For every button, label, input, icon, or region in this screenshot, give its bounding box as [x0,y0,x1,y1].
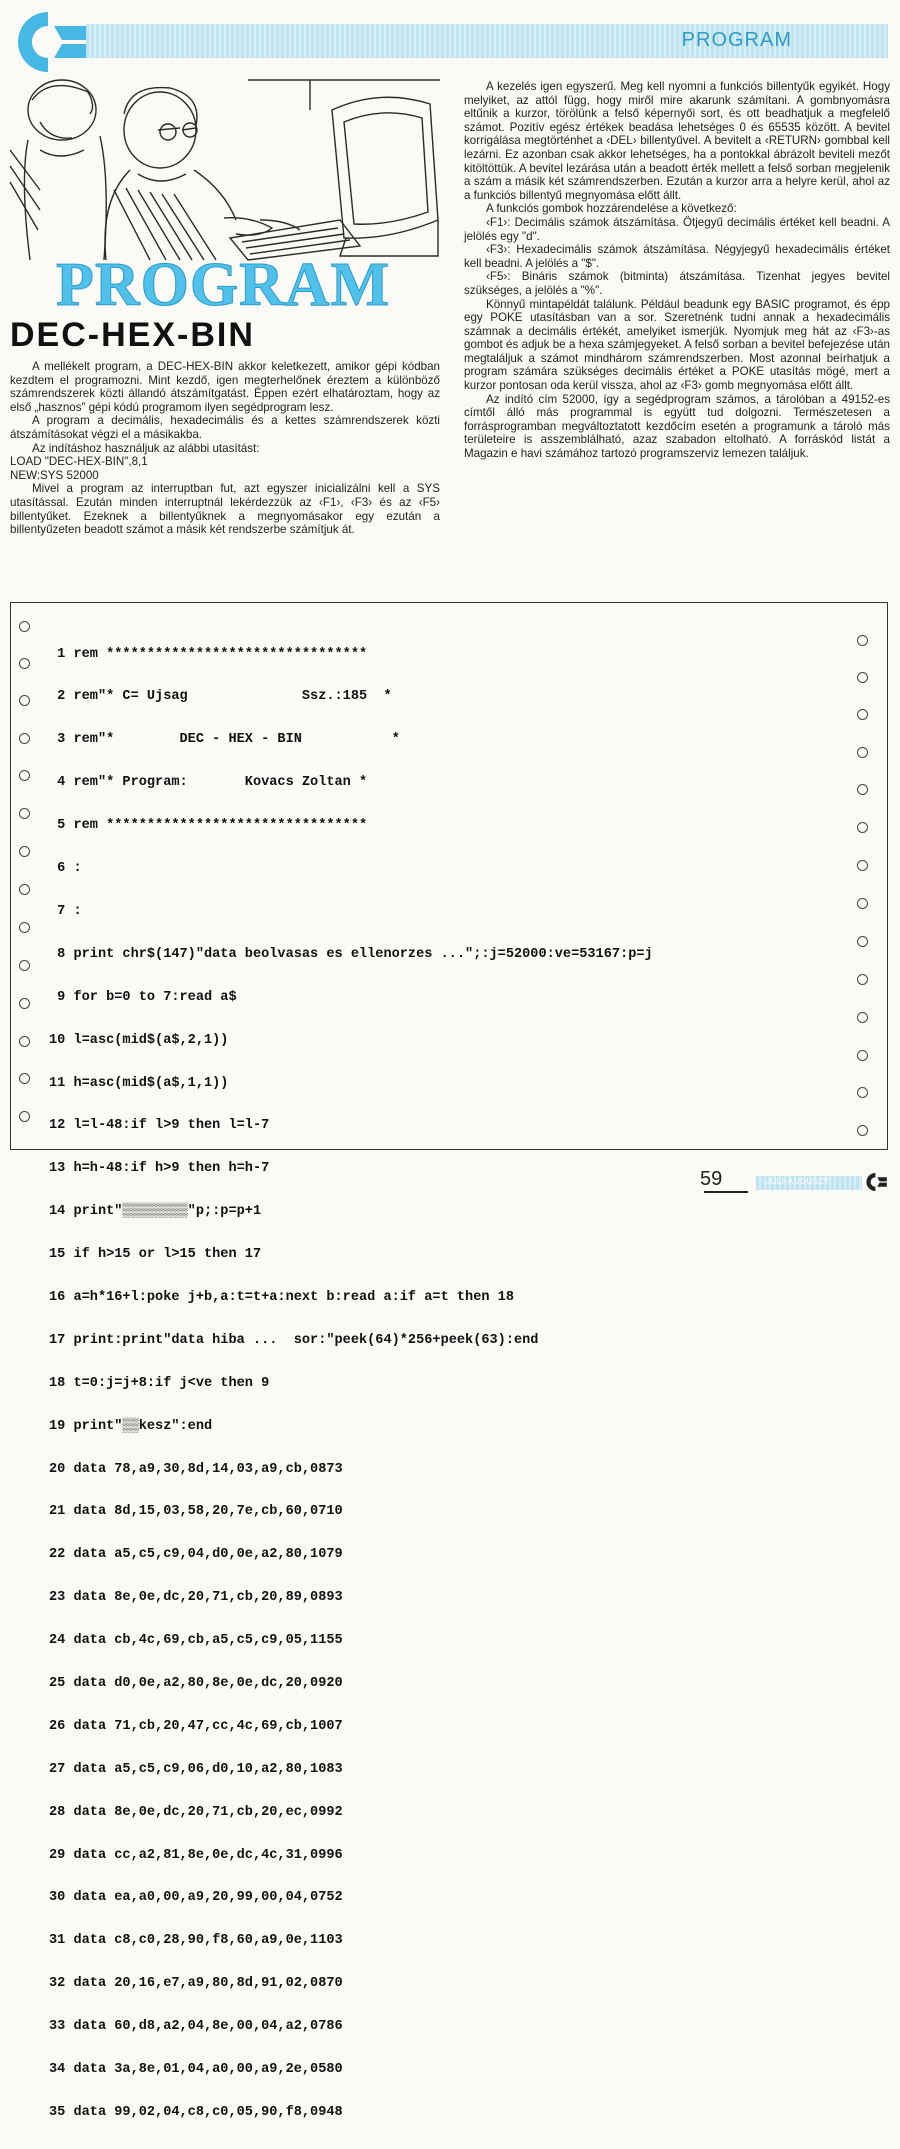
code-line: 4 rem"* Program: Kovacs Zoltan * [49,775,368,791]
paragraph: Az indító cím 52000, így a segédprogram számos, a tárolóban a 49152-es címtől álló más programmal is együtt tud dolgozni. Természetesen a forrásprogramban megváltoztatott kezdőcím esetén a programunk a tároló más területeire is asszemblálható, azaz szabadon eltolható. A forráskód listát a Magazin e havi számához tartozó programszerviz lemezen találjuk. [464,392,890,461]
code-line: 31 data c8,c0,28,90,f8,60,a9,0e,1103 [49,1933,343,1949]
perforation-hole [857,784,868,795]
code-line: 2 rem"* C= Ujsag Ssz.:185 * [49,689,392,705]
perforation-hole [19,808,30,819]
code-line: 26 data 71,cb,20,47,cc,4c,69,cb,1007 [49,1718,343,1734]
code-line: 10 l=asc(mid$(a$,2,1)) [49,1032,229,1048]
code-line: 19 print"▒▒kesz":end [49,1418,213,1434]
perforation-hole [19,1073,30,1084]
perforation-hole [19,846,30,857]
article-title: DEC-HEX-BIN [10,316,255,354]
perforation-hole [19,922,30,933]
perforation-hole [19,884,30,895]
code-line: 25 data d0,0e,a2,80,8e,0e,dc,20,0920 [49,1675,343,1691]
page-number-underline [704,1191,748,1193]
code-line: 9 for b=0 to 7:read a$ [49,989,237,1005]
right-column [464,80,890,461]
code-line: 20 data 78,a9,30,8d,14,03,a9,cb,0873 [49,1461,343,1477]
code-line: 22 data a5,c5,c9,04,d0,0e,a2,80,1079 [49,1547,343,1563]
commodore-logo-small-icon [864,1170,888,1194]
code-line: 35 data 99,02,04,c8,c0,05,90,f8,0948 [49,2104,343,2120]
command-line: LOAD "DEC-HEX-BIN",8,1 [10,455,148,469]
paragraph: ‹F3›: Hexadecimális számok átszámítása. Négyjegyű hexadecimális értéket kell beadni. A jelölés a "$". [464,243,890,270]
perforation-hole [857,898,868,909]
paragraph: A program a decimális, hexadecimális és a kettes számrendszerek közti átszámításokat végzi el a másikakba. [10,414,440,441]
issue-label: JÚLI-AUGUSZT. [766,1177,832,1186]
code-line: 11 h=asc(mid$(a$,1,1)) [49,1075,229,1091]
perforation-hole [857,860,868,871]
perforation-hole [857,672,868,683]
paragraph: Mivel a program az interruptban fut, azt egyszer inicializálni kell a SYS utasítással. Ezután minden interruptnál lekérdezzük az ‹F1›, ‹F3› és az ‹F5› billentyűket. Ezeknek a billentyűknek a megnyomásakor egy ezután a billentyűzeten beadott számot a másik két rendszerbe számítjuk át. [10,482,440,537]
perforation-hole [19,658,30,669]
perforation-hole [19,621,30,632]
code-line: 24 data cb,4c,69,cb,a5,c5,c9,05,1155 [49,1633,343,1649]
code-line: 8 print chr$(147)"data beolvasas es ellenorzes ...";:j=52000:ve=53167:p=j [49,946,653,962]
code-line: 23 data 8e,0e,dc,20,71,cb,20,89,0893 [49,1590,343,1606]
code-line: 12 l=l-48:if l>9 then l=l-7 [49,1118,270,1134]
perforation-hole [857,1087,868,1098]
code-line: 21 data 8d,15,03,58,20,7e,cb,60,0710 [49,1504,343,1520]
paragraph: A kezelés igen egyszerű. Meg kell nyomni a funkciós billentyűk egyikét. Hogy melyiket, az attól függ, hogy miről mire akarunk számítani. A gombnyomásra eltűnik a kurzor, törölünk a felső képernyői sort, és ott beadhatjuk a megfelelő számot. Pozitív egész értékek beadása lehetséges 0 és 65535 között. A bevitel korrigálása megtörténhet a ‹DEL› billentyűvel. A bevitelt a ‹RETURN› gombbal kell lezárni. Ez azonban csak akkor lehetséges, ha a pontokkal ábrázolt beviteli mezőt kitöltöttük. A bevitel lezárása után a beadott érték mellett a felső sorban megjelenik a szám a másik két számrendszerben. Ezután a kurzor arra a helyre kerül, ahol az a funkciós billentyű megnyomása előtt állt. [464,80,890,202]
paragraph: A mellékelt program, a DEC-HEX-BIN akkor keletkezett, amikor gépi kódban kezdtem el programozni. Mint kezdő, igen megterhelőnek éreztem a különböző számrendszerek közti állandó átszámítgatást. Éppen ezért elhatároztam, hogy az első „hasznos” gépi kódú programom ilyen segédprogram lesz. [10,360,440,414]
paragraph: Az indításhoz használjuk az alábbi utasítást: [32,441,260,455]
perforation-hole [19,1036,30,1047]
perforation-hole [857,822,868,833]
code-line: 18 t=0:j=j+8:if j<ve then 9 [49,1375,270,1391]
paragraph: ‹F5›: Bináris számok (bitminta) átszámítása. Tizenhat jegyes bevitel szükséges, a jelölés a "%". [464,270,890,297]
code-block [49,619,839,2149]
code-line: 32 data 20,16,e7,a9,80,8d,91,02,0870 [49,1976,343,1992]
code-line: 16 a=h*16+l:poke j+b,a:t=t+a:next b:read a:if a=t then 18 [49,1289,514,1305]
code-line: 7 : [49,903,82,919]
perforation-hole [19,695,30,706]
code-line: 5 rem ******************************** [49,818,368,834]
code-line: 14 print"▒▒▒▒▒▒▒▒"p;:p=p+1 [49,1204,262,1220]
page-number: 59 [700,1168,723,1190]
code-line: 33 data 60,d8,a2,04,8e,00,04,a2,0786 [49,2019,343,2035]
perforation-hole [19,1111,30,1122]
code-line: 17 print:print"data hiba ... sor:"peek(64)*256+peek(63):end [49,1332,539,1348]
code-line: 28 data 8e,0e,dc,20,71,cb,20,ec,0992 [49,1804,343,1820]
paragraph: Könnyű mintapéldát találunk. Például beadunk egy BASIC programot, és épp egy POKE utasításban van a sor. Szeretnénk tudni annak a hexadecimális számnak a decimális értékét, amelyiket ismerjük. Nyomjuk meg hát az ‹F3›-as gombot és adjuk be a hexa számjegyeket. A felső sorban a bevitel befejezése után megtaláljuk a számot mindhárom számrendszerben. Most azonnal beírhatjuk a program számára szükséges decimális értéket a POKE utasítás mögé, mert a kurzor pontosan oda kerül vissza, ahol az ‹F3› gomb megnyomása előtt állt. [464,297,890,393]
section-label: PROGRAM [681,29,792,51]
perforation-hole [857,1012,868,1023]
paragraph: A funkciós gombok hozzárendelése a következő: [486,202,737,216]
perforation-hole [857,1050,868,1061]
code-line: 27 data a5,c5,c9,06,d0,10,a2,80,1083 [49,1761,343,1777]
code-line: 29 data cc,a2,81,8e,0e,dc,4c,31,0996 [49,1847,343,1863]
perforation-hole [857,709,868,720]
code-line: 15 if h>15 or l>15 then 17 [49,1247,262,1263]
perforation-hole [19,733,30,744]
code-line: 1 rem ******************************** [49,646,368,662]
code-line: 34 data 3a,8e,01,04,a0,00,a9,2e,0580 [49,2061,343,2077]
left-column [10,360,440,537]
code-line: 6 : [49,861,82,877]
perforation-hole [857,936,868,947]
code-line: 13 h=h-48:if h>9 then h=h-7 [49,1161,270,1177]
perforation-hole [857,974,868,985]
illustration-kids-at-computer [10,70,440,260]
footer-band [756,1176,862,1190]
perforation-hole [19,960,30,971]
commodore-logo-icon [10,8,90,76]
masthead-program: PROGRAM [56,251,391,319]
perforation-hole [19,998,30,1009]
code-line: 30 data ea,a0,00,a9,20,99,00,04,0752 [49,1890,343,1906]
perforation-hole [857,635,868,646]
perforation-hole [19,770,30,781]
paragraph: ‹F1›: Decimális számok átszámítása. Ötjegyű decimális értéket kell beadni. A jelölés egy "d". [464,215,890,243]
perforation-hole [857,1125,868,1136]
header-band [86,24,888,58]
perforation-hole [857,747,868,758]
command-line: NEW:SYS 52000 [10,468,99,482]
code-line: 3 rem"* DEC - HEX - BIN * [49,732,400,748]
